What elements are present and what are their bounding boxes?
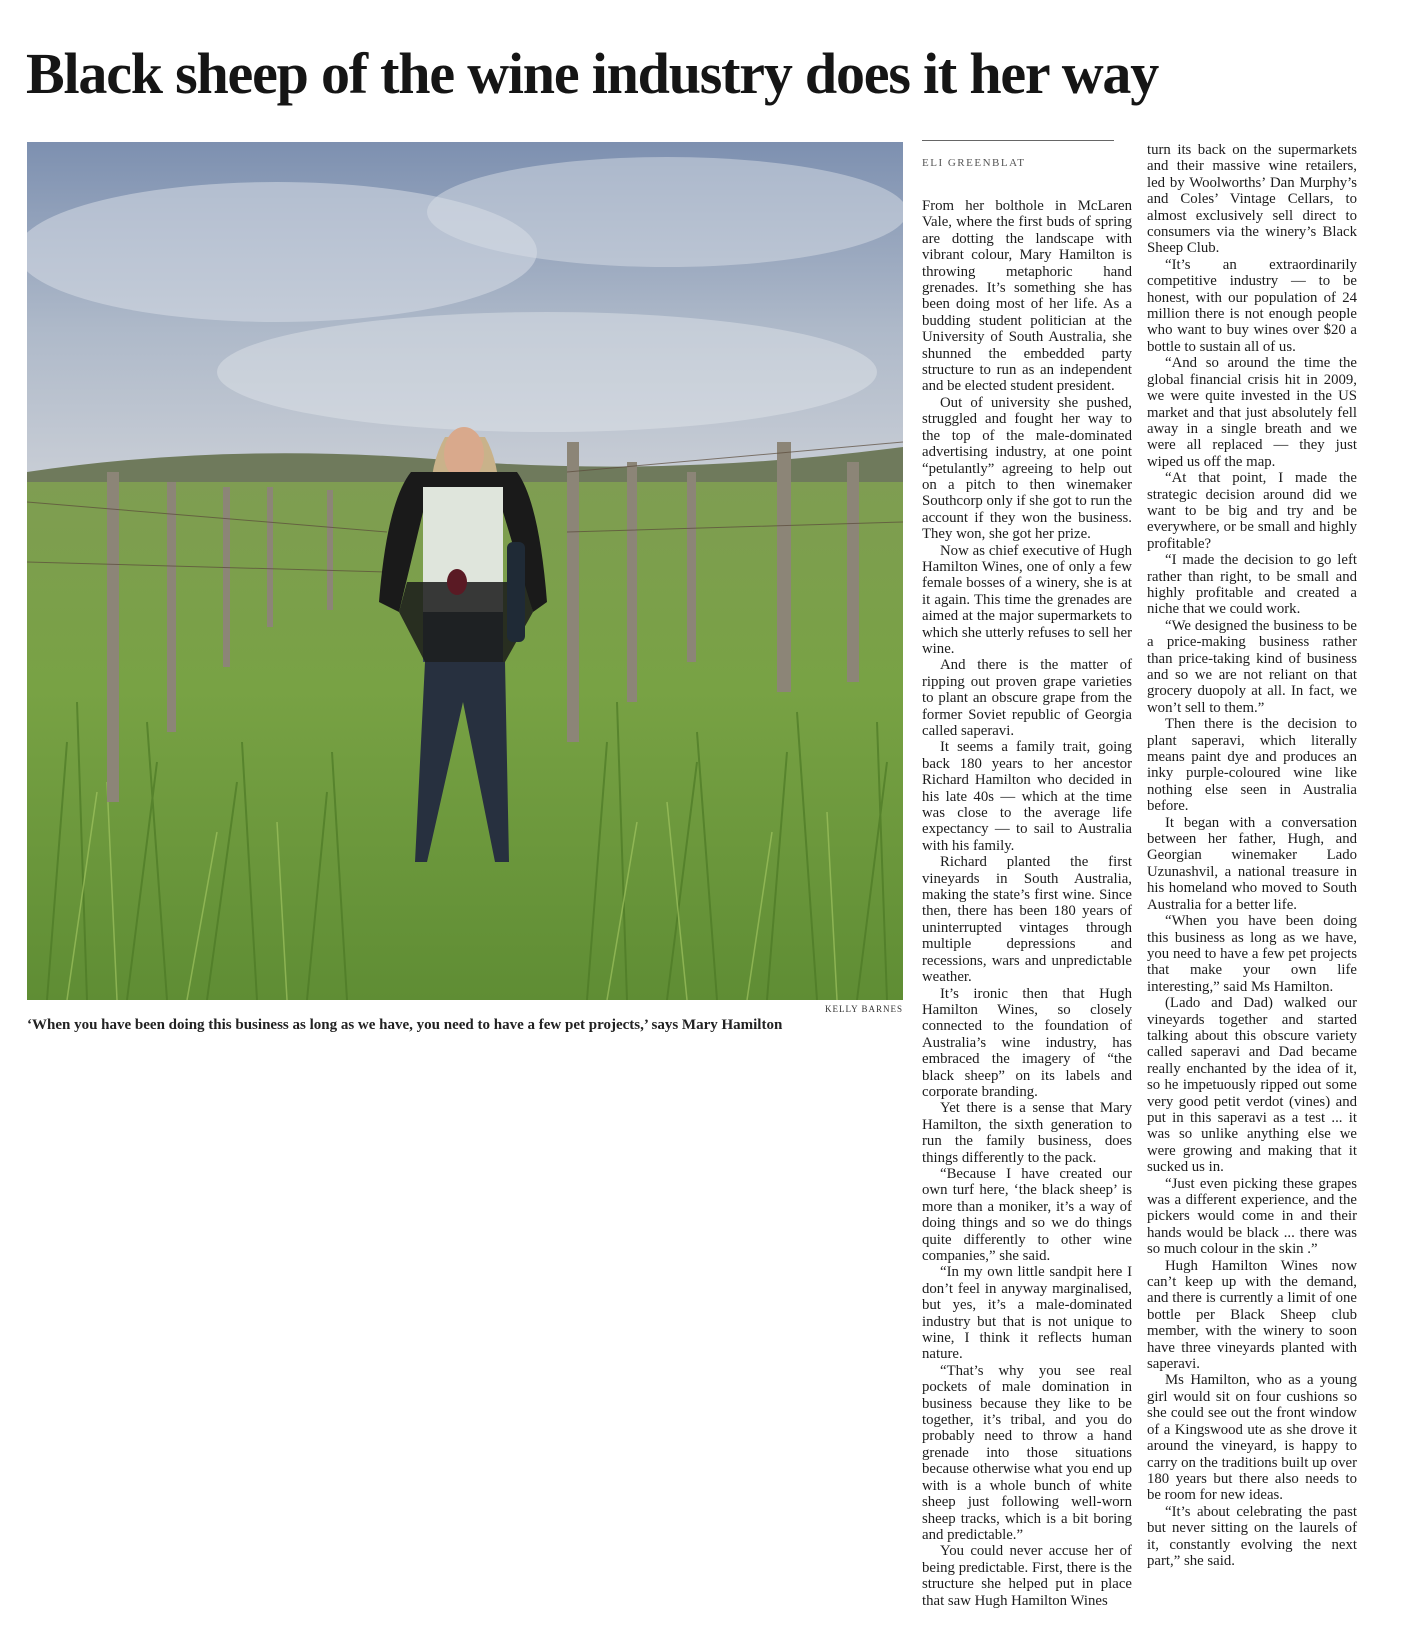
- article-photo: [27, 142, 903, 1000]
- paragraph: “I made the decision to go left rather than right, to be small and highly profitable and created a niche that we could work.: [1147, 552, 1357, 618]
- paragraph: turn its back on the supermarkets and their massive wine retailers, led by Woolworths’ Dan Murphy’s and Coles’ Vintage Cellars, to almost exclusively sell direct to consumers via the winery’s Black Sheep Club.: [1147, 142, 1357, 257]
- paragraph: Then there is the decision to plant saperavi, which literally means paint dye and produces an inky purple-coloured wine like nothing else seen in Australia before.: [1147, 716, 1357, 815]
- byline: ELI GREENBLAT: [922, 157, 1026, 169]
- paragraph: Hugh Hamilton Wines now can’t keep up with the demand, and there is currently a limit of one bottle per Black Sheep club member, with the winery to soon have three vineyards planted with saperavi.: [1147, 1257, 1357, 1373]
- paragraph: Richard planted the first vineyards in South Australia, making the state’s first wine. Since then, there has been 180 years of uninterrupted vintages through multiple depressions and recessions, wars and unpredictable weather.: [922, 854, 1132, 986]
- paragraph: “Just even picking these grapes was a different experience, and the pickers would come in and their hands would be black ... there was so much colour in the skin .”: [1147, 1175, 1357, 1258]
- paragraph: (Lado and Dad) walked our vineyards together and started talking about this obscure variety called saperavi and Dad became really enchanted by the idea of it, so he impetuously ripped out some very good petit verdot (vines) and put in this saperavi as a test ... it was so unlike anything else we were growing and making that it sucked us in.: [1147, 995, 1357, 1176]
- vineyard-photo-illustration: [27, 142, 903, 1000]
- photo-credit: KELLY BARNES: [824, 1004, 903, 1014]
- cloud: [427, 157, 903, 267]
- paragraph: “It’s an extraordinarily competitive industry — to be honest, with our population of 24 million there is not enough people who want to buy wines over $20 a bottle to sustain all of us.: [1147, 256, 1357, 355]
- paragraph: You could never accuse her of being predictable. First, there is the structure she helped put in place that saw Hugh Hamilton Wines: [922, 1543, 1132, 1609]
- photo-caption: ‘When you have been doing this business as long as we have, you need to have a few pet projects,’ says Mary Hamilton: [27, 1017, 783, 1033]
- paragraph: Yet there is a sense that Mary Hamilton, the sixth generation to run the family business, does things differently to the pack.: [922, 1100, 1132, 1166]
- paragraph: “We designed the business to be a price-making business rather than price-taking kind of business and so we are not reliant on that grocery duopoly at all. In fact, we won’t sell to them.”: [1147, 617, 1357, 716]
- paragraph: From her bolthole in McLaren Vale, where the first buds of spring are dotting the landscape with vibrant colour, Mary Hamilton is throwing metaphoric hand grenades. It’s something she has been doing most of her life. As a budding student politician at the University of South Australia, she shunned the embedded party structure to run as an independent and be elected student president.: [922, 198, 1132, 395]
- cloud: [217, 312, 877, 432]
- headline: Black sheep of the wine industry does it her way: [26, 41, 1158, 106]
- paragraph: It’s ironic then that Hugh Hamilton Wines, so closely connected to the foundation of Australia’s wine industry, has embraced the imagery of “the black sheep” on its labels and corporate branding.: [922, 985, 1132, 1100]
- paragraph: “Because I have created our own turf here, ‘the black sheep’ is more than a moniker, it’s a way of doing things and so we do things quite differently to other wine companies,” she said.: [922, 1165, 1132, 1264]
- paragraph: “And so around the time the global financial crisis hit in 2009, we were quite invested in the US market and that just absolutely fell away in a single breath and we were all replaced — they just wiped us off the map.: [1147, 355, 1357, 470]
- paragraph: Ms Hamilton, who as a young girl would sit on four cushions so she could see out the front window of a Kingswood ute as she drove it around the vineyard, is happy to carry on the traditions built up over 180 years but there also needs to be room for new ideas.: [1147, 1372, 1357, 1504]
- paragraph: “In my own little sandpit here I don’t feel in anyway marginalised, but yes, it’s a male-dominated industry but that is not unique to wine, I think it reflects human nature.: [922, 1264, 1132, 1363]
- article-column-2: [1147, 142, 1357, 1569]
- paragraph: Out of university she pushed, struggled and fought her way to the top of the male-dominated advertising industry, at one point “petulantly” agreeing to help out on a pitch to then winemaker Southcorp only if she got to run the account if they won the business. They won, she got her prize.: [922, 394, 1133, 543]
- paragraph: “That’s why you see real pockets of male domination in business because they like to be together, it’s tribal, and you do probably need to throw a hand grenade into those situations because otherwise what you end up with is a whole bunch of white sheep just following well-worn sheep tracks, which is a bit boring and predictable.”: [922, 1362, 1132, 1543]
- byline-rule: [922, 140, 1114, 141]
- paragraph: “At that point, I made the strategic decision around did we want to be big and try and be everywhere, or be small and highly profitable?: [1147, 470, 1357, 552]
- paragraph: Now as chief executive of Hugh Hamilton Wines, one of only a few female bosses of a winery, she is at it again. This time the grenades are aimed at the major supermarkets to which she utterly refuses to sell her wine.: [922, 542, 1132, 657]
- paragraph: It seems a family trait, going back 180 years to her ancestor Richard Hamilton who decided in his late 40s — which at the time was close to the average life expectancy — to sail to Australia with his family.: [922, 739, 1132, 854]
- paragraph: “When you have been doing this business as long as we have, you need to have a few pet projects that make your own life interesting,” said Ms Hamilton.: [1147, 913, 1357, 995]
- paragraph: And there is the matter of ripping out proven grape varieties to plant an obscure grape from the former Soviet republic of Georgia called saperavi.: [922, 657, 1132, 739]
- article-column-1: [922, 198, 1132, 1609]
- paragraph: It began with a conversation between her father, Hugh, and Georgian winemaker Lado Uzunashvil, a national treasure in his homeland who moved to South Australia for a better life.: [1147, 814, 1357, 913]
- paragraph: “It’s about celebrating the past but never sitting on the laurels of it, constantly evolving the next part,” she said.: [1147, 1503, 1357, 1569]
